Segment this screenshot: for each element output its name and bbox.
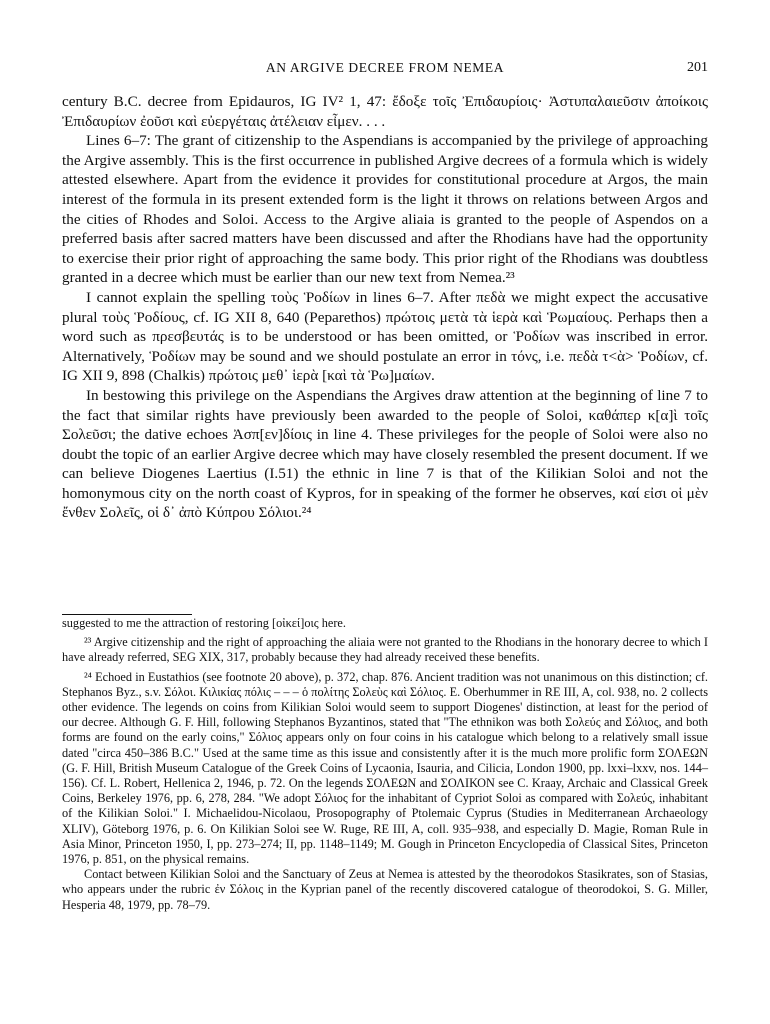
page-header bbox=[62, 60, 708, 80]
paragraph-lines-6-7: Lines 6–7: The grant of citizenship to the Aspendians is accompanied by the privilege of approaching the Argive assembly. This is the first occurrence in published Argive decrees of a formula which is widely attested elsewhere. Apart from the evidence it provides for constitutional procedure at Argos, the main interest of the formula in its present extended form is the light it throws on relations between Argos and the cities of Rhodes and Soloi. Access to the Argive aliaia is granted to the people of Aspendos on a preferred basis after sacred matters have been discussed and after the Rhodians have had the opportunity to exercise their prior right of approaching the same body. This prior right of the Rhodians was doubtless granted in a decree which must be earlier than our new text from Nemea.²³ bbox=[62, 132, 708, 287]
main-text bbox=[62, 92, 708, 523]
footnote-rule bbox=[62, 614, 192, 615]
footnote-23: ²³ Argive citizenship and the right of approaching the aliaia were not granted to the Rhodians in the honorary decree to which I have already referred, SEG XIX, 317, probably because they had already received these benefits. bbox=[62, 635, 708, 665]
paragraph-continuation: century B.C. decree from Epidauros, IG IV² 1, 47: ἔδοξε τοῖς Ἐπιδαυρίοις· Ἀστυπαλαιεῦσιν ἀποίκοις Ἐπιδαυρίων ἐοῦσι καὶ εὐεργέταις ἀτέλειαν εἶμεν. . . . bbox=[62, 93, 708, 130]
running-title: AN ARGIVE DECREE FROM NEMEA bbox=[265, 60, 505, 75]
footnote-24: ²⁴ Echoed in Eustathios (see footnote 20 above), p. 372, chap. 876. Ancient tradition was not unanimous on this distinction; cf. Stephanos Byz., s.v. Σόλοι. Κιλικίας πόλις – – – ὁ πολίτης Σολεὺς καὶ Σόλιος. E. Oberhummer in RE III, A, col. 938, no. 2 collects other evidence. The legends on coins from Kilikian Soloi would seem to support Diogenes' distinction, at least for the period of our decree. Although G. F. Hill, following Stephanos Byzantinos, stated that "The ethnikon was both Σολεύς and Σόλιος, and both forms are found on the early coins," Σόλιος appears only on four coins in his catalogue which belong to a relatively small issue dated "circa 450–386 B.C." Used at the same time as this issue and consistently after it is the much more prolific form ΣΟΛΕΩΝ (G. F. Hill, British Museum Catalogue of the Greek Coins of Lycaonia, Isauria, and Cilicia, London 1900, pp. lxxi–lxxv, nos. 144–156). Cf. L. Robert, Hellenica 2, 1946, p. 72. On the legends ΣΟΛΕΩΝ and ΣΟΛΙΚΟΝ see C. Kraay, Archaic and Classical Greek Coins, Berkeley 1976, pp. 6, 278, 284. "We adopt Σόλιος for the inhabitant of Cypriot Soloi as compared with Σολεύς, inhabitant of the Kilikian Soloi." I. Michaelidou-Nicolaou, Prosopography of Ptolemaic Cyprus (Studies in Mediterranean Archaeology XLIV), Göteborg 1976, p. 6. On Kilikian Soloi see W. Ruge, RE III, A, coll. 935–938, and especially D. Magie, Roman Rule in Asia Minor, Princeton 1950, I, pp. 273–274; II, pp. 1148–1149; M. Gough in Princeton Encyclopedia of Classical Sites, Princeton 1976, p. 851, on the physical remains. bbox=[62, 669, 708, 867]
footnotes bbox=[62, 612, 708, 913]
paragraph-spelling: I cannot explain the spelling τοὺς Ῥοδίων in lines 6–7. After πεδὰ we might expect the accusative plural τοὺς Ῥοδίους, cf. IG XII 8, 640 (Peparethos) πρώτοις μετὰ τὰ ἱερὰ καὶ Ῥωμαίους. Perhaps then a word such as πρεσβευτάς is to be understood or has been omitted, or Ῥοδίων was inscribed in error. Alternatively, Ῥοδίων may be sound and we should postulate an error in τόνς, i.e. πεδὰ τ<ὰ> Ῥοδίων, cf. IG XII 9, 898 (Chalkis) πρώτοις μεθ᾽ ἱερὰ [καὶ τὰ Ῥω]μαίων. bbox=[62, 288, 708, 385]
footnote-carryover: suggested to me the attraction of restoring [οἰκεί]οις here. bbox=[62, 616, 346, 630]
page-number: 201 bbox=[687, 60, 708, 75]
footnote-24-continued: Contact between Kilikian Soloi and the Sanctuary of Zeus at Nemea is attested by the theorodokos Stasikrates, son of Stasias, who appears under the rubric ἐν Σόλοις in the Kyprian panel of the recently discovered catalogue of theorodokoi, S. G. Miller, Hesperia 48, 1979, pp. 78–79. bbox=[62, 867, 708, 912]
paragraph-soloi: In bestowing this privilege on the Aspendians the Argives draw attention at the beginning of line 7 to the fact that similar rights have previously been awarded to the people of Soloi, καθάπερ κ[α]ὶ τοῖς Σολεῦσι; the dative echoes Ἀσπ[εν]δίοις in line 4. These privileges for the people of Soloi were also no doubt the topic of an earlier Argive decree which may have closely resembled the present document. If we can believe Diogenes Laertius (I.51) the ethnic in line 7 is that of the Kilikian Soloi and not the homonymous city on the north coast of Kypros, for in speaking of the former he observes, καί εἰσι οἱ μὲν ἔνθεν Σολεῖς, οἱ δ᾽ ἀπὸ Κύπρου Σόλιοι.²⁴ bbox=[62, 386, 708, 522]
